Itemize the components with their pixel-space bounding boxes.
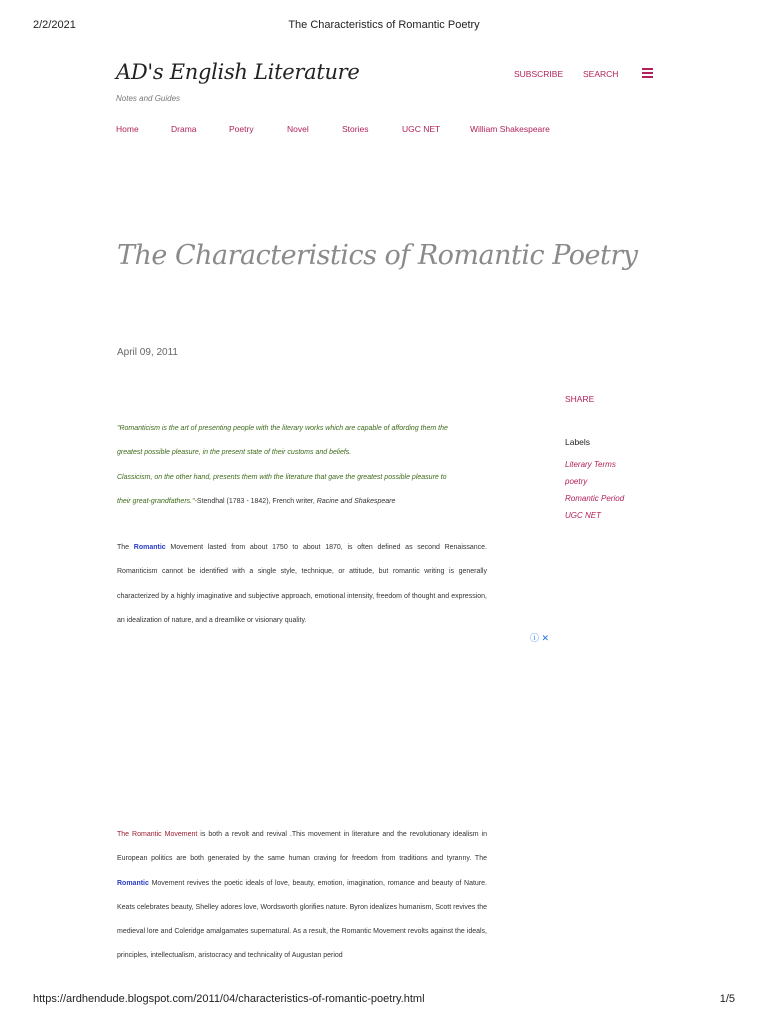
post-date[interactable]: April 09, 2011 (117, 347, 178, 358)
print-page-title: The Characteristics of Romantic Poetry (288, 19, 480, 31)
nav-item-william-shakespeare[interactable]: William Shakespeare (470, 124, 550, 134)
romantic-link[interactable]: Romantic (133, 544, 166, 551)
epigraph-quote (117, 417, 487, 514)
nav-item-ugc-net[interactable]: UGC NET (402, 124, 441, 134)
quote-attribution: Stendhal (1783 - 1842), French writer, (196, 497, 317, 505)
print-url: https://ardhendude.blogspot.com/2011/04/characteristics-of-romantic-poetry.html (33, 993, 425, 1005)
ad-choices-icon[interactable]: ⓘ ✕ (530, 633, 550, 643)
nav-item-home[interactable]: Home (116, 124, 139, 134)
body-paragraph-2 (117, 823, 487, 969)
paragraph-text: Movement lasted from about 1750 to about 1870, is often defined as second Renaissance. Romanticism cannot be identified with a single style, technique, or attitude, but romantic writing is generally characterized by a highly imaginative and subjective approach, emotional intensity, freedom of thought and expression, an idealization of nature, and a dreamlike or visionary quality. (117, 544, 487, 624)
share-button[interactable]: SHARE (565, 394, 595, 404)
blog-description: Notes and Guides (116, 94, 181, 103)
nav-item-stories[interactable]: Stories (342, 124, 369, 134)
romantic-movement-link[interactable]: The Romantic Movement (117, 831, 198, 838)
post-title: The Characteristics of Romantic Poetry (117, 240, 638, 271)
subscribe-button[interactable]: SUBSCRIBE (514, 69, 564, 79)
quote-line: their great-grandfathers."- (117, 497, 197, 505)
quote-line: "Romanticism is the art of presenting people with the literary works which are capable of affording them the (117, 425, 448, 432)
paragraph-text: is both a revolt and revival .This movement in literature and the revolutionary idealism in European politics are both generated by the same human craving for freedom from traditions and tyranny. The (117, 831, 487, 863)
search-button[interactable]: SEARCH (583, 69, 619, 79)
romantic-link[interactable]: Romantic (117, 879, 149, 887)
hamburger-menu-icon[interactable] (642, 68, 653, 78)
paragraph-text: The (117, 544, 134, 551)
print-page-number: 1/5 (719, 993, 735, 1005)
quote-line: Classicism, on the other hand, presents them with the literature that gave the greatest possible pleasure to (117, 473, 447, 481)
quote-line: greatest possible pleasure, in the present state of their customs and beliefs. (117, 449, 352, 457)
blog-title[interactable]: AD's English Literature (116, 60, 360, 84)
nav-item-drama[interactable]: Drama (171, 124, 197, 134)
nav-item-novel[interactable]: Novel (287, 124, 309, 134)
label-link-romantic-period[interactable]: Romantic Period (565, 494, 625, 503)
menu-bar (642, 72, 653, 74)
quote-source: Racine and Shakespeare (316, 497, 396, 505)
body-paragraph-1 (117, 536, 487, 633)
label-link-ugc-net[interactable]: UGC NET (565, 511, 601, 520)
menu-bar (642, 76, 653, 78)
menu-bar (642, 68, 653, 70)
labels-heading: Labels (565, 437, 591, 447)
label-link-literary-terms[interactable]: Literary Terms (565, 460, 616, 469)
paragraph-text: Movement revives the poetic ideals of love, beauty, emotion, imagination, romance and beauty of Nature. Keats celebrates beauty, Shelley adores love, Wordsworth glorifies nature. Byron idealizes humanism, Scott revives the medieval lore and Coleridge amalgamates supernatural. As a result, the Romantic Movement revolts against the ideals, principles, intellectualism, aristocracy and technicality of Augustan period (117, 879, 487, 960)
print-date: 2/2/2021 (33, 19, 76, 31)
label-link-poetry[interactable]: poetry (565, 477, 588, 486)
nav-item-poetry[interactable]: Poetry (229, 124, 254, 134)
